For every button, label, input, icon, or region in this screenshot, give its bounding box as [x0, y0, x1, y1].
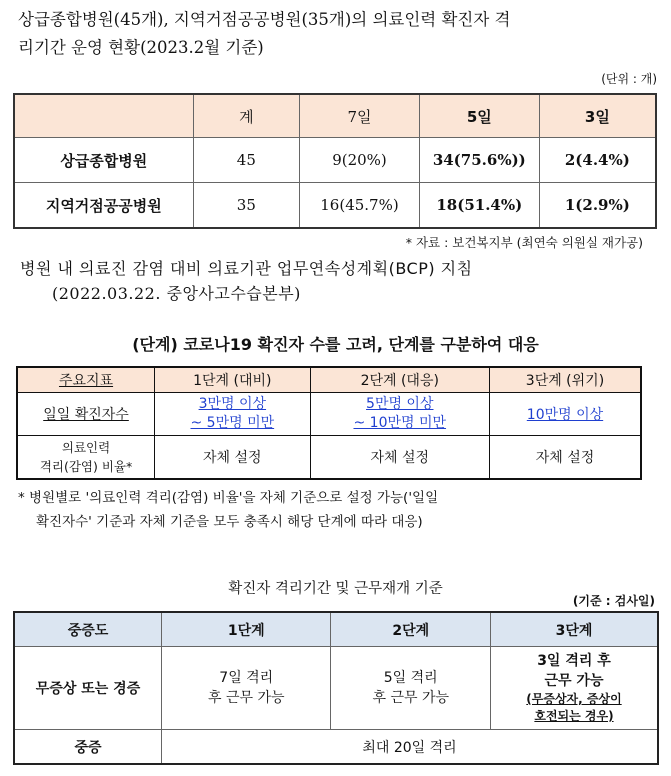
severe-value: 최대 20일 격리	[162, 730, 658, 765]
note-line-1: * 병원별로 '의료인력 격리(감염) 비율'을 자체 기준으로 설정 가능('일일	[18, 490, 439, 506]
bcp-line-1: 병원 내 의료진 감염 대비 의료기관 업무연속성계획(BCP) 지침	[20, 259, 473, 278]
header-cell: 2단계	[331, 612, 491, 647]
row-label: 일일 확진자수	[17, 393, 155, 436]
cell-total: 45	[193, 138, 300, 183]
cell-7day: 16(45.7%)	[300, 183, 420, 229]
table-header-row	[17, 367, 641, 393]
row-label: 지역거점공공병원	[14, 183, 193, 229]
table-row	[14, 183, 656, 229]
value-line: 3일 격리 후	[537, 653, 611, 669]
value-line: 후 근무 가능	[372, 690, 449, 706]
cell-3day: 1(2.9%)	[539, 183, 656, 229]
cell-total: 35	[193, 183, 300, 229]
stage-3-value: 자체 설정	[489, 436, 641, 480]
stage-2-value	[310, 393, 489, 436]
row-label: 상급종합병원	[14, 138, 193, 183]
header-cell	[14, 94, 193, 138]
header-cell: 1단계 (대비)	[155, 367, 311, 393]
value-line: 호전되는 경우)	[534, 709, 614, 723]
bcp-line-2: (2022.03.22. 중앙사고수습본부)	[52, 284, 301, 303]
unit-label: (단위 : 개)	[601, 72, 657, 86]
value-line: 5일 격리	[383, 670, 438, 686]
label-line: 격리(감염) 비율*	[39, 459, 133, 474]
header-cell: 1단계	[162, 612, 331, 647]
isolation-table-title: 확진자 격리기간 및 근무재개 기준	[228, 581, 443, 597]
header-cell: 3단계	[490, 612, 658, 647]
bcp-heading	[20, 256, 473, 306]
value-line: ~ 10만명 미만	[353, 415, 447, 431]
value-line: 후 근무 가능	[207, 690, 285, 706]
stage-3-value	[490, 647, 658, 730]
value-line: (무증상자, 증상이	[526, 692, 622, 706]
isolation-period-table	[13, 611, 659, 765]
table-row	[17, 436, 641, 480]
table-row	[14, 138, 656, 183]
basis-label: (기준 : 검사일)	[572, 594, 655, 608]
row-label: 무증상 또는 경증	[14, 647, 162, 730]
stage-3-value: 10만명 이상	[489, 393, 641, 436]
value-line: 근무 가능	[544, 673, 604, 689]
header-cell: 계	[193, 94, 300, 138]
stage-table-title: (단계) 코로나19 확진자 수를 고려, 단계를 구분하여 대응	[132, 335, 539, 354]
row-label	[17, 436, 155, 480]
cell-7day: 9(20%)	[300, 138, 420, 183]
table-header-row	[14, 94, 656, 138]
intro-line-2: 리기간 운영 현황(2023.2월 기준)	[18, 38, 264, 57]
value-line: 5만명 이상	[366, 396, 434, 412]
value-line: 3만명 이상	[198, 396, 267, 412]
stage-criteria-table	[16, 366, 642, 480]
stage-1-value	[155, 393, 311, 436]
table-row	[14, 730, 658, 765]
header-cell: 주요지표	[17, 367, 155, 393]
stage-1-value	[162, 647, 331, 730]
cell-5day: 34(75.6%))	[419, 138, 539, 183]
value-line: ~ 5만명 미만	[190, 415, 275, 431]
note-line-2: 확진자수' 기준과 자체 기준을 모두 충족시 해당 단계에 따라 대응)	[36, 514, 423, 530]
intro-text	[18, 6, 668, 62]
header-cell: 7일	[300, 94, 420, 138]
stage-2-value: 자체 설정	[310, 436, 489, 480]
stage-note	[18, 486, 668, 534]
table-row	[14, 647, 658, 730]
header-cell: 3단계 (위기)	[489, 367, 641, 393]
header-cell: 5일	[419, 94, 539, 138]
value-line: 7일 격리	[219, 670, 274, 686]
row-label: 중증	[14, 730, 162, 765]
stage-2-value	[331, 647, 491, 730]
header-cell: 중증도	[14, 612, 162, 647]
cell-5day: 18(51.4%)	[419, 183, 539, 229]
table-header-row	[14, 612, 658, 647]
confirmed-isolation-table	[13, 93, 657, 229]
intro-line-1: 상급종합병원(45개), 지역거점공공병원(35개)의 의료인력 확진자 격	[18, 10, 511, 29]
header-cell: 3일	[539, 94, 656, 138]
stage-1-value: 자체 설정	[155, 436, 311, 480]
cell-3day: 2(4.4%)	[539, 138, 656, 183]
source-note: * 자료 : 보건복지부 (최연숙 의원실 재가공)	[405, 235, 643, 250]
label-line: 의료인력	[61, 440, 111, 455]
table-row	[17, 393, 641, 436]
header-cell: 2단계 (대응)	[310, 367, 489, 393]
